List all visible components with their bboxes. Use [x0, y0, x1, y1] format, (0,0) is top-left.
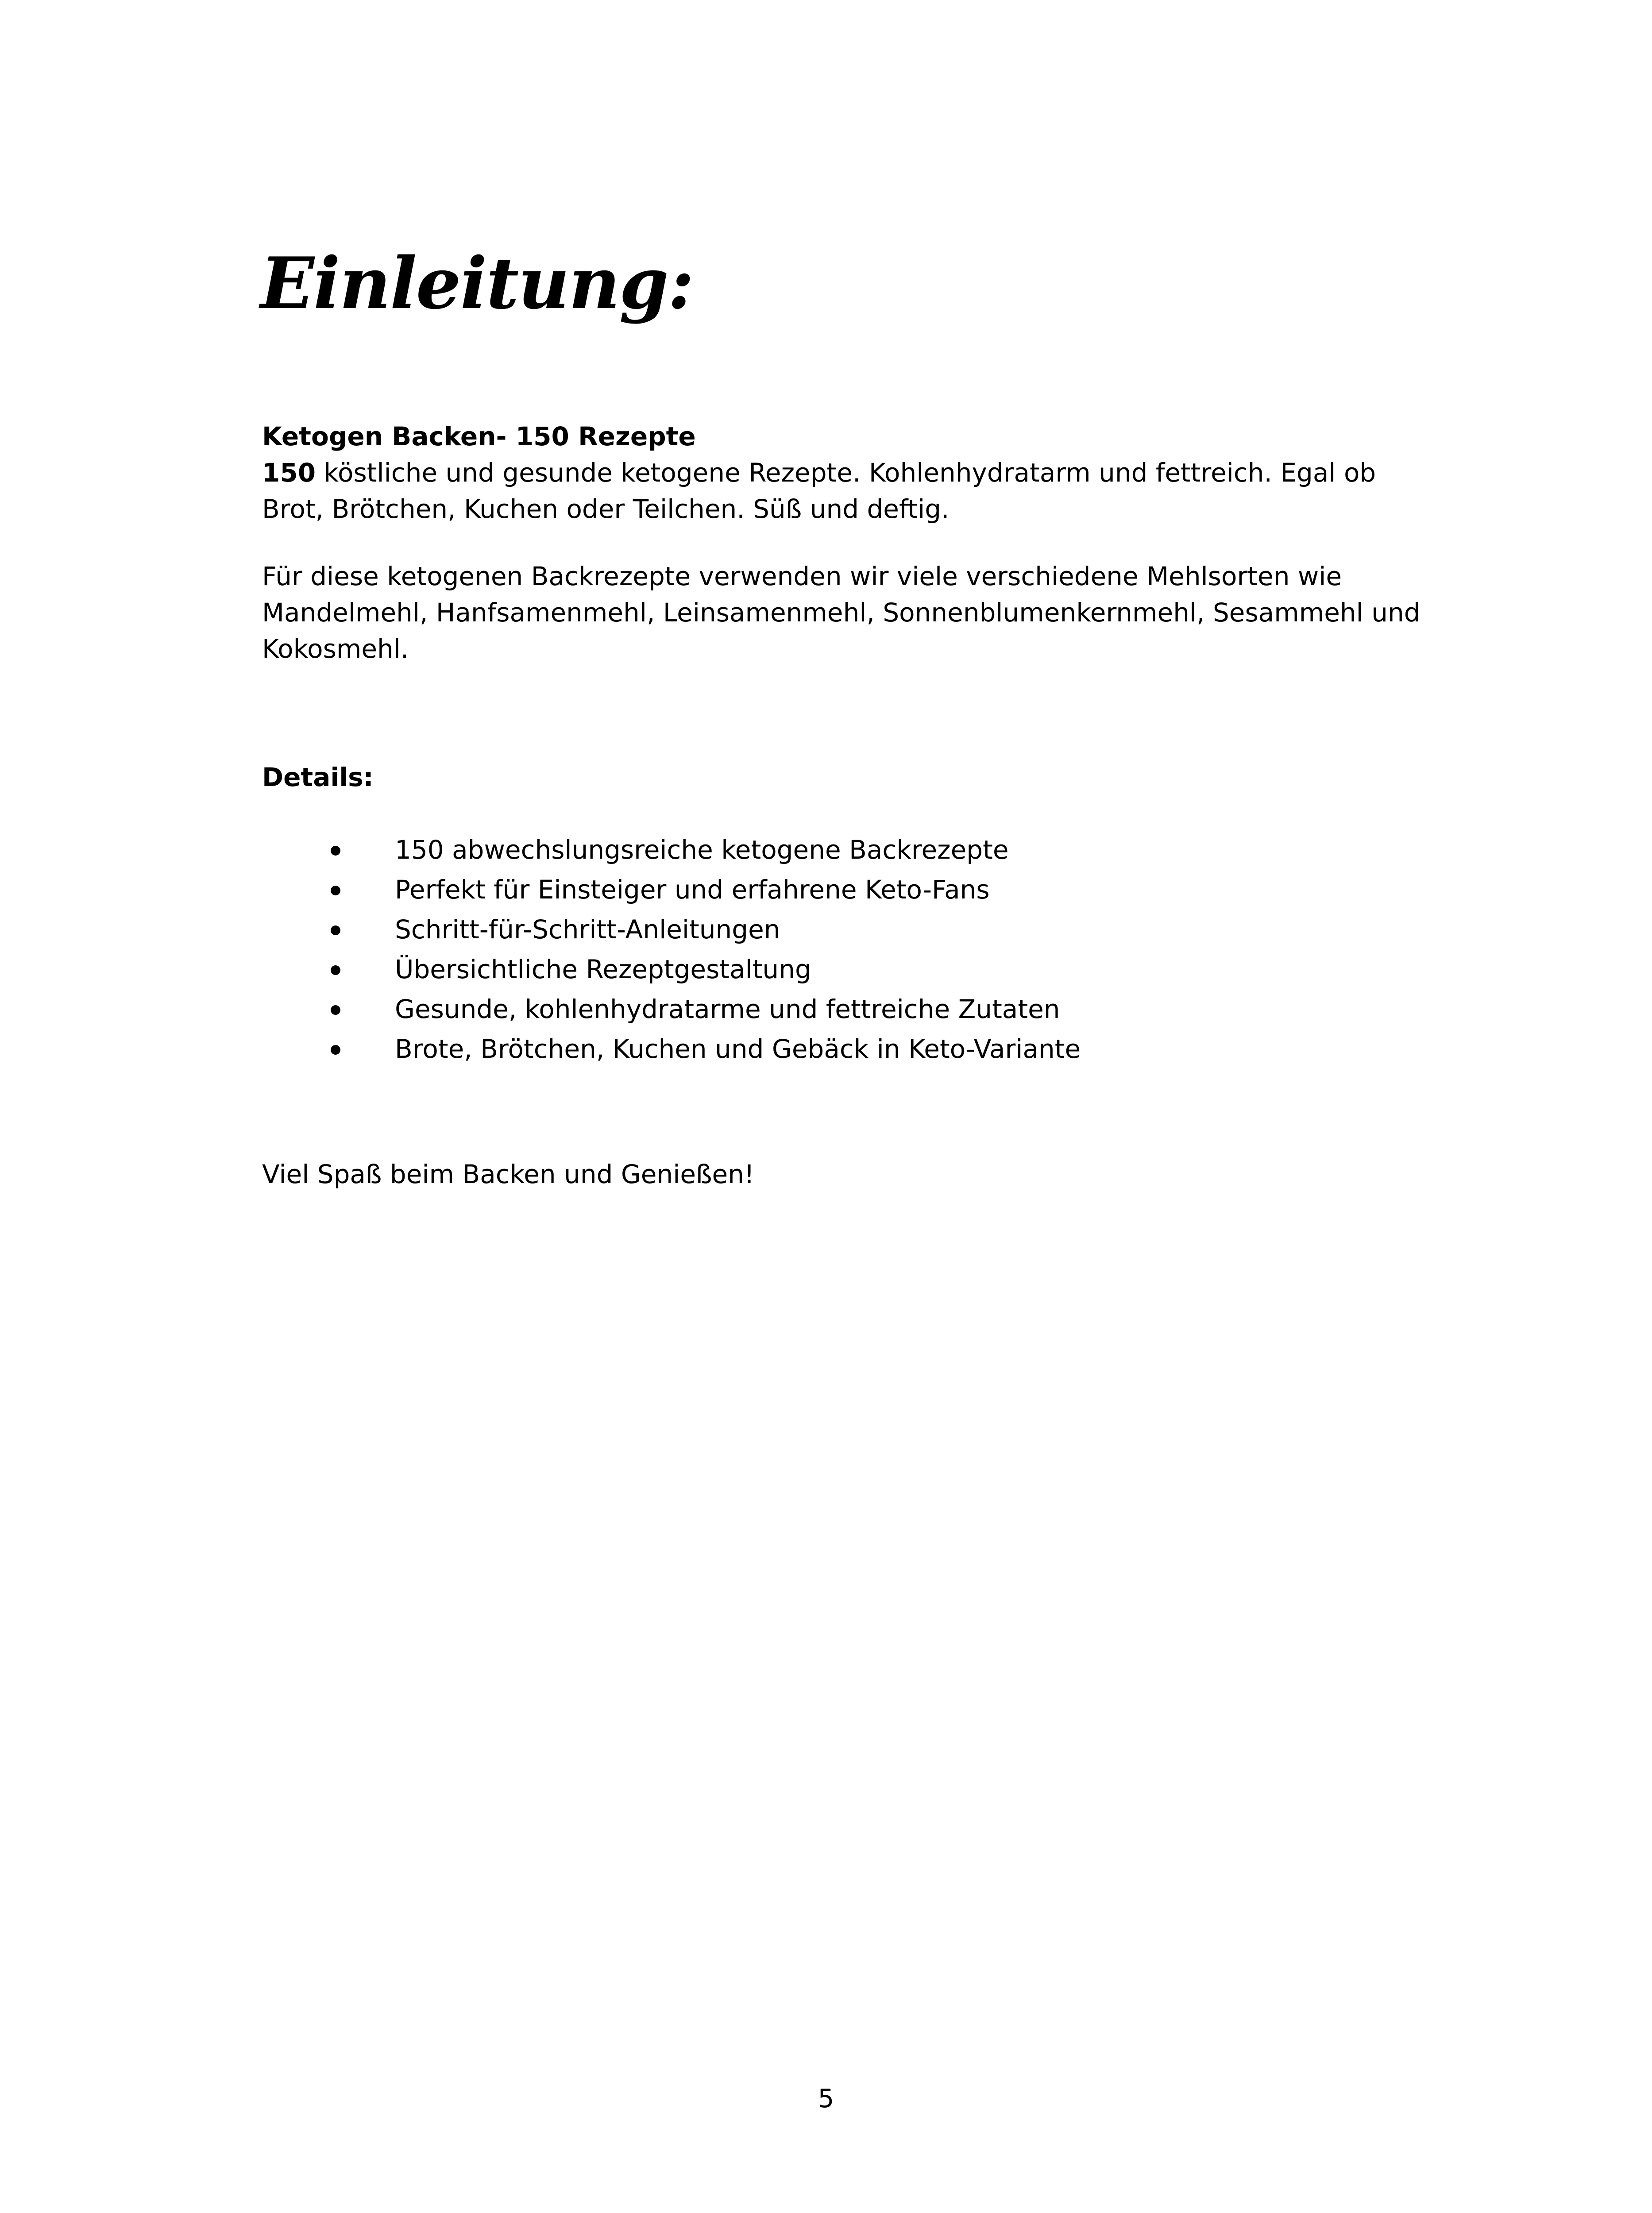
intro-description: köstliche und gesunde ketogene Rezepte. Kohlenhydratarm und fettreich. Egal ob Brot, Brötchen, Kuchen oder Teilchen. Süß und deftig. — [262, 458, 1376, 524]
bullet-icon — [331, 1045, 340, 1055]
bullet-icon — [331, 965, 340, 975]
details-list — [262, 830, 1081, 1069]
page-number: 5 — [818, 2083, 834, 2113]
details-item-text: Brote, Brötchen, Kuchen und Gebäck in Keto-Variante — [395, 1034, 1081, 1064]
introduction-section — [262, 418, 1435, 667]
details-item-6 — [262, 1029, 1081, 1069]
bullet-icon — [331, 925, 340, 935]
recipe-count: 150 — [262, 458, 316, 488]
details-item-text: Perfekt für Einsteiger und erfahrene Keto-Fans — [395, 875, 990, 905]
flour-types-paragraph: Für diese ketogenen Backrezepte verwenden wir viele verschiedene Mehlsorten wie Mandelmehl, Hanfsamenmehl, Leinsamenmehl, Sonnenblumenkernmehl, Sesammehl und Kokosmehl. — [262, 561, 1420, 664]
page-title: Einleitung: — [260, 242, 693, 325]
bullet-icon — [331, 846, 340, 856]
details-item-text: Schritt-für-Schritt-Anleitungen — [395, 914, 780, 945]
details-item-2 — [262, 870, 1081, 910]
details-item-1 — [262, 830, 1081, 870]
details-item-3 — [262, 910, 1081, 949]
closing-text: Viel Spaß beim Backen und Genießen! — [262, 1159, 755, 1189]
bullet-icon — [331, 886, 340, 895]
details-item-text: Gesunde, kohlenhydratarme und fettreiche Zutaten — [395, 994, 1060, 1024]
intro-paragraph — [262, 455, 1435, 527]
details-item-5 — [262, 989, 1081, 1029]
bullet-icon — [331, 1005, 340, 1015]
details-item-4 — [262, 949, 1081, 989]
details-heading: Details: — [262, 762, 374, 792]
book-title: Ketogen Backen- 150 Rezepte — [262, 421, 696, 451]
details-item-text: 150 abwechslungsreiche ketogene Backrezepte — [395, 835, 1009, 865]
details-item-text: Übersichtliche Rezeptgestaltung — [395, 954, 811, 984]
